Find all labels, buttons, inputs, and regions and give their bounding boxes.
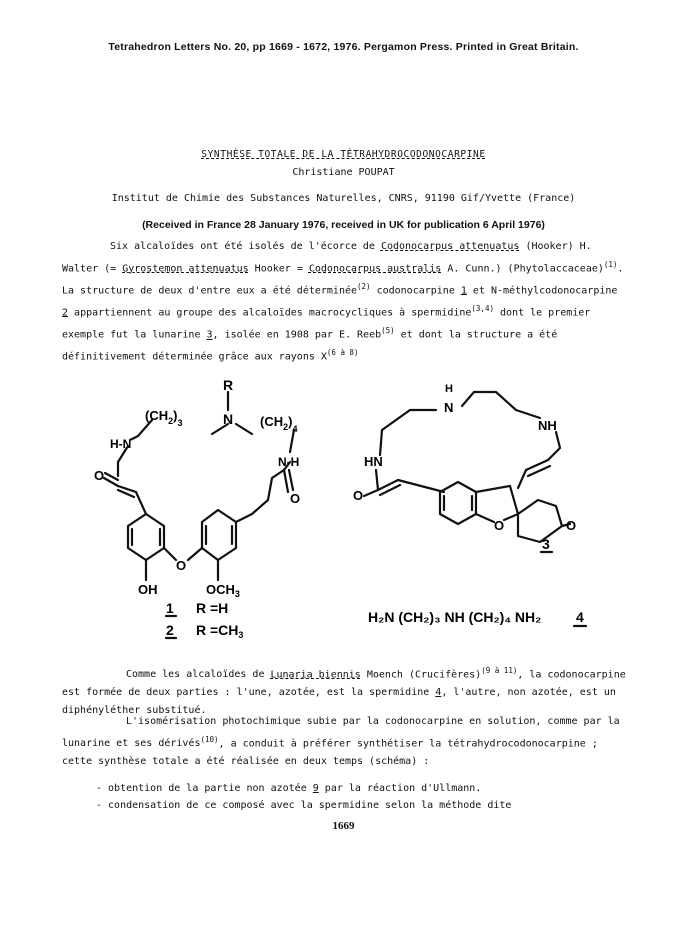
p1-taxon-1: Codonocarpus attenuatus [380,241,520,252]
p2-compound-4: 4 [435,687,442,699]
lunarine-vinyl [518,470,526,488]
n-top-label: N [444,400,454,415]
p1-text-6: codonocarpine [370,285,461,297]
ether-bond [164,548,176,560]
p2-taxon-1: Lunaria biennis [270,669,361,681]
furan-bond [504,514,518,520]
p3-ref-1: (10) [200,734,219,744]
r-label: R [223,377,234,393]
p1-text-10: , isolée en 1908 par E. Reeb [212,329,382,341]
journal-header: Tetrahedron Letters No. 20, pp 1669 - 1672, 1976. Pergamon Press. Printed in Great Britain. [108,41,579,53]
compound-2-label: 2 [166,622,174,638]
compound-3-label: 3 [542,536,550,552]
nh-right-label: N-H [278,455,300,469]
o-ether-label: O [176,558,187,573]
p1-compound-1: 1 [460,285,467,297]
dihydro-chain [236,470,284,522]
lunarine-chain [462,392,540,418]
p2-text-2: Moench (Crucifères) [360,669,482,681]
compound-4-label: 4 [576,609,584,625]
b1-text-2: par la réaction d'Ullmann. [318,783,482,794]
amide-co-bond [289,470,293,490]
oh-label: OH [138,582,158,597]
lunarine-aromatic-ring [440,482,476,524]
p2-text-1: Comme les alcaloïdes de [126,669,271,681]
p3-text-1: L'isomérisation photochimique subie par la codonocarpine en solution, comme par la lunarine et ses dérivés [62,716,620,750]
page-number: 1669 [332,820,355,832]
paper-title: SYNTHÈSE TOTALE DE LA TÉTRAHYDROCODONOCARPINE [201,149,486,160]
p1-compound-2: 2 [62,307,69,319]
institution: Institut de Chimie des Substances Naturelles, CNRS, 91190 Gif/Yvette (France) [111,193,576,204]
p1-text-2: (Hooker) H. Walter (= [62,241,592,275]
p1-taxon-3: Codonocarpus australis [308,263,442,275]
p1-taxon-2: Gyrostemon attenuatus [122,263,249,275]
bullet-1 [96,783,481,794]
lunarine-vinyl [398,480,444,492]
p2-text-4: , l'autre, non azotée, est un diphényléther substitué. [62,687,616,716]
nh-left-label: H-N [110,437,132,451]
p1-ref-5: (6 à 8) [326,348,359,358]
author: Christiane POUPAT [292,167,395,178]
p1-compound-3: 3 [206,329,213,341]
o-amide-3: O [353,488,364,503]
lunarine-chain [548,432,560,460]
p1-text-7: et N-méthylcodonocarpine [466,285,618,297]
paragraph-2 [62,662,628,720]
ch2-left-label: $(CH_2)_3$ [145,408,183,428]
p1-text-5: . La structure de deux d'entre eux a été déterminée [62,263,624,297]
och3-label: $OCH_3$ [206,582,240,599]
aromatic-ring-left [128,514,164,560]
furan-bond [510,486,518,514]
p1-text-11: et dont la structure a été définitivement déterminée grâce aux rayons X [62,329,558,363]
p1-text-1: Six alcaloïdes ont été isolés de l'écorce de [110,241,381,252]
p2-ref-1: (9 à 11) [481,666,518,675]
p1-ref-2: (2) [357,281,371,291]
lunarine-chain [380,410,436,455]
p1-ref-4: (5) [381,326,395,336]
o-amide-right: O [290,491,301,506]
p1-text-9: dont le premier exemple fut la lunarine [62,307,591,341]
p1-ref-3: (3,4) [471,304,494,314]
compound-2-formula: $R =CH_3$ [196,622,244,640]
ether-bond [188,548,202,560]
bullet-2: - condensation de ce composé avec la spermidine selon la méthode dite [96,800,512,811]
lunarine-amide [364,470,378,496]
chain-bond [130,420,152,440]
p1-ref-1: (1) [603,259,618,269]
p2-text-3: , la codonocarpine est formée de deux parties : l'une, azotée, est la spermidine [62,669,626,699]
cyclohexanone-ring [518,500,562,542]
spermidine-formula: H₂N (CH₂)₃ NH (CH₂)₄ NH₂ [368,609,542,625]
b1-compound-9: 9 [312,783,319,794]
p1-text-8: appartiennent au groupe des alcaloïdes macrocycliques à spermidine [68,307,472,319]
received-dates: (Received in France 28 January 1976, received in UK for publication 6 April 1976) [142,219,545,231]
o-ketone-3: O [566,518,577,533]
paragraph-3 [62,713,628,771]
compound-1-formula: R =H [196,600,229,616]
b1-text-1: - obtention de la partie non azotée [96,783,313,794]
h-top-label: H [445,383,453,395]
o-furan-3: O [494,518,505,533]
o-amide-left: O [94,468,105,483]
n-label: N [223,411,234,427]
amide-co-bond [284,470,288,492]
furan-bond [476,486,510,492]
hn-left-label-3: HN [364,454,383,469]
furan-bond [476,514,494,522]
chain-bond [236,424,252,434]
p1-text-3: Hooker = [248,263,309,275]
p3-text-2: , a conduit à préférer synthétiser la tétrahydrocodonocarpine ; cette synthèse totale a été réalisée en deux temps (schéma) : [62,738,598,767]
ch2-right-label: $(CH_2)_4$ [260,414,298,434]
p1-text-4: A. Cunn.) (Phytolaccaceae) [441,263,604,275]
nh-right-label-3: NH [538,418,557,433]
vinyl-bond [136,492,146,514]
compound-1-label: 1 [166,600,174,616]
